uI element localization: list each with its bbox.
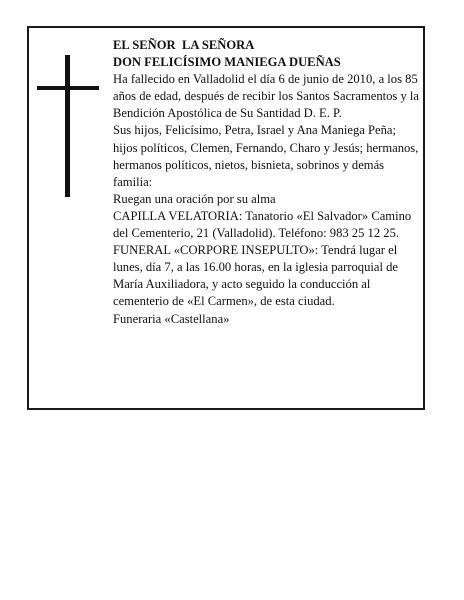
cross-icon bbox=[37, 55, 99, 197]
header-line-1: EL SEÑOR LA SEÑORA bbox=[113, 38, 255, 52]
chapel-info: CAPILLA VELATORIA: Tanatorio «El Salvador» Camino del Cementerio, 21 (Valladolid). Teléfono: 983 25 12 25. bbox=[113, 208, 412, 241]
obituary-text bbox=[113, 37, 420, 328]
death-notice: Ha fallecido en Valladolid el día 6 de junio de 2010, a los 85 años de edad, después de recibir los Santos Sacramentos y la Bendición Apostólica de Su Santidad D. E. P. bbox=[113, 72, 420, 121]
funeral-home: Funeraria «Castellana» bbox=[113, 311, 230, 326]
deceased-name: DON FELICÍSIMO MANIEGA DUEÑAS bbox=[113, 55, 341, 70]
cross-horizontal-bar bbox=[37, 86, 99, 90]
family-list: Sus hijos, Felicísimo, Petra, Israel y Ana Maniega Peña; hijos políticos, Clemen, Fernando, Charo y Jesús; hermanos, hermanos políticos, nietos, bisnieta, sobrinos y demás familia: bbox=[113, 123, 419, 189]
prayer-request: Ruegan una oración por su alma bbox=[113, 191, 276, 206]
cross-vertical-bar bbox=[65, 55, 70, 197]
funeral-info: FUNERAL «CORPORE INSEPULTO»: Tendrá lugar el lunes, día 7, a las 16.00 horas, en la iglesia parroquial de María Auxiliadora, y acto seguido la conducción al cementerio de «El Carmen», de esta ciudad. bbox=[113, 243, 399, 309]
